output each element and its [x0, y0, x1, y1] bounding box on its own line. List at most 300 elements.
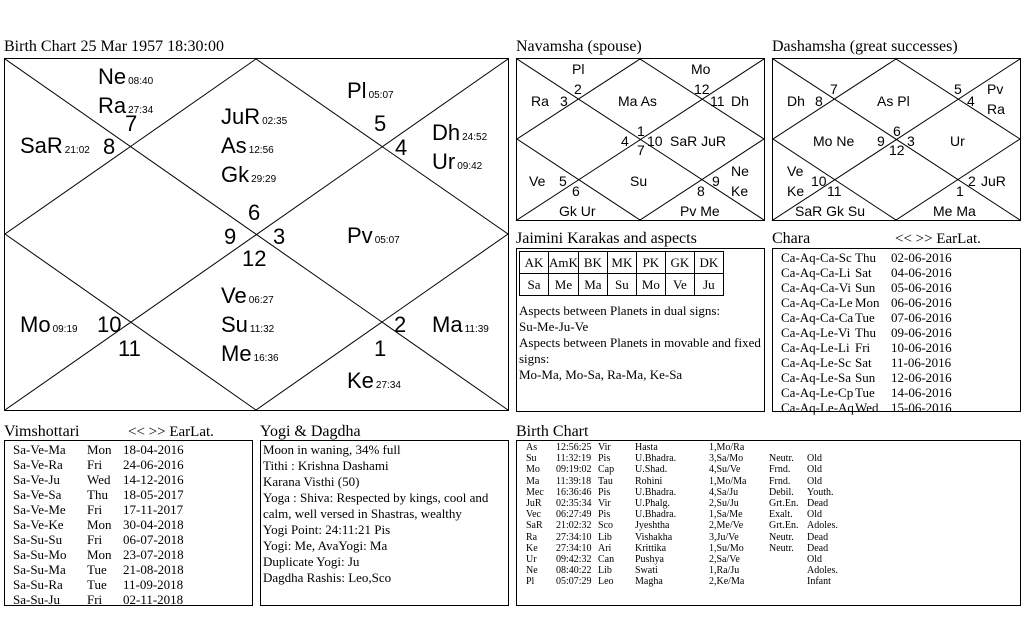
period-day: Sun: [855, 280, 876, 295]
cell-dignity: Grt.En.: [769, 497, 799, 509]
period-day: Fri: [87, 457, 103, 472]
chara-row[interactable]: [781, 340, 952, 355]
nav-label: 4: [621, 133, 629, 149]
das-label: Mo Ne: [813, 133, 855, 149]
nav-label: 2: [574, 81, 582, 97]
chara-row[interactable]: [781, 385, 952, 400]
dashamsha-lines: [773, 59, 1022, 222]
das-label: 10: [811, 173, 827, 189]
period-date: 18-04-2016: [123, 442, 184, 457]
chara-row[interactable]: [781, 265, 952, 280]
navamsha-title: Navamsha (spouse): [516, 38, 642, 55]
period-name: Ca-Aq-Le-Sa: [781, 370, 852, 385]
nav-label: 11: [710, 93, 725, 109]
cell-dignity: Frnd.: [769, 464, 791, 476]
yogi-point: Yogi Point: 24:11:21 Pis: [263, 522, 391, 537]
karaka-value: Me: [549, 274, 579, 296]
cell-longitude: 27:34:10: [556, 531, 592, 543]
period-name: Ca-Aq-Le-Cp: [781, 385, 854, 400]
vimshottari-nav: [128, 424, 214, 441]
das-label: 6: [893, 123, 901, 139]
birth-table-row: [526, 576, 847, 587]
nav-label: Pl: [572, 61, 585, 77]
house-number: 8: [103, 134, 116, 159]
birth-table-row: [526, 498, 847, 509]
period-name: Sa-Ve-Ju: [13, 472, 60, 487]
nav-label: 1: [637, 123, 645, 139]
chara-panel: [772, 248, 1021, 415]
period-date: 14-06-2016: [891, 385, 952, 400]
period-name: Sa-Su-Mo: [13, 547, 67, 562]
cell-longitude: 11:32:19: [556, 453, 592, 465]
chara-row[interactable]: [781, 400, 952, 415]
cell-longitude: 12:56:25: [556, 442, 592, 453]
karaka-header: GK: [665, 252, 694, 274]
cell-sign: Leo: [598, 576, 614, 588]
period-date: 02-06-2016: [891, 250, 952, 265]
karaka-value: Su: [607, 274, 636, 296]
cell-pada-lord: 2,Me/Ve: [709, 520, 744, 532]
house-number: 10: [97, 312, 122, 337]
period-day: Tue: [87, 562, 107, 577]
planet-ne: Ne 08:40: [98, 64, 154, 89]
period-name: Ca-Aq-Ca-Li: [781, 265, 851, 280]
das-label: Pv: [987, 81, 1004, 97]
cell-sign: Ari: [598, 542, 612, 554]
period-date: 02-11-2018: [123, 592, 184, 607]
period-day: Wed: [855, 400, 879, 415]
period-day: Tue: [855, 310, 875, 325]
period-name: Sa-Su-Ra: [13, 577, 63, 592]
karaka-header: MK: [607, 252, 636, 274]
chara-row[interactable]: [781, 370, 952, 385]
nav-label: 12: [694, 81, 710, 97]
nav-label: Ke: [731, 183, 749, 199]
planet-jur: JuR 02:35: [221, 104, 288, 129]
period-day: Sun: [855, 370, 876, 385]
cell-pada-lord: 2,Sa/Ve: [709, 553, 740, 565]
yogi-yoga: Yoga : Shiva: Respected by kings, cool and calm, well versed in Shastras, wealthy: [263, 490, 489, 521]
birth-chart-title: Birth Chart 25 Mar 1957 18:30:00: [4, 38, 224, 55]
house-number: 12: [242, 246, 267, 271]
dashamsha-title: Dashamsha (great successes): [772, 38, 958, 55]
cell-longitude: 02:35:34: [556, 497, 592, 509]
cell-dignity: Grt.En.: [769, 520, 799, 532]
period-name: Sa-Su-Ma: [13, 562, 66, 577]
vimshottari-row[interactable]: [13, 442, 184, 457]
cell-pada-lord: 2,Su/Ju: [709, 497, 739, 509]
das-label: Ke: [787, 183, 805, 199]
cell-nakshatra: Magha: [635, 576, 663, 588]
period-date: 04-06-2016: [891, 265, 952, 280]
cell-planet: Mec: [526, 486, 544, 498]
yogi-tithi: Tithi : Krishna Dashami: [263, 458, 389, 473]
cell-sign: Sco: [598, 520, 613, 532]
cell-avastha: Old: [807, 464, 822, 476]
aspects-movable-title: Aspects between Planets in movable and fixed signs:: [519, 335, 761, 366]
cell-nakshatra: Rohini: [635, 475, 663, 487]
karaka-header: BK: [578, 252, 607, 274]
cell-pada-lord: 3,Ju/Ve: [709, 531, 739, 543]
vimshottari-row[interactable]: [13, 577, 184, 592]
karaka-value: Ma: [578, 274, 607, 296]
house-number: 4: [395, 135, 408, 160]
cell-avastha: Old: [807, 453, 822, 465]
chara-row[interactable]: [781, 355, 952, 370]
cell-dignity: Debil.: [769, 486, 794, 498]
yogi-dagdha: Dagdha Rashis: Leo,Sco: [263, 570, 392, 585]
cell-sign: Cap: [598, 464, 615, 476]
period-day: Mon: [87, 547, 112, 562]
birth-table-row: [526, 554, 847, 565]
das-label: 5: [954, 81, 962, 97]
planet-ve: Ve 06:27: [221, 283, 274, 308]
nav-label: 10: [647, 133, 663, 149]
house-number: 11: [118, 336, 141, 361]
cell-planet: Pl: [526, 576, 535, 588]
house-number: 9: [224, 224, 237, 249]
cell-avastha: Infant: [807, 576, 831, 588]
cell-dignity: Neutr.: [769, 531, 794, 543]
period-day: Sat: [855, 265, 872, 280]
cell-planet: Ke: [526, 542, 538, 554]
vimshottari-row[interactable]: [13, 547, 184, 562]
jaimini-panel: [516, 248, 765, 412]
cell-nakshatra: U.Phalg.: [635, 497, 670, 509]
chara-next-button[interactable]: >>: [915, 231, 933, 247]
vimshottari-title: Vimshottari: [4, 423, 80, 440]
chara-nav-label: EarLat.: [936, 231, 981, 247]
period-date: 06-06-2016: [891, 295, 952, 310]
vimshottari-row[interactable]: [13, 562, 184, 577]
nav-label: 7: [637, 142, 645, 158]
aspects-dual: Su-Me-Ju-Ve: [519, 319, 589, 334]
nav-label: Dh: [731, 93, 749, 109]
cell-avastha: Old: [807, 475, 822, 487]
house-number: 1: [374, 336, 387, 361]
period-day: Sat: [855, 355, 872, 370]
cell-sign: Lib: [598, 565, 612, 577]
cell-sign: Tau: [598, 475, 613, 487]
planet-ra: Ra 27:34: [98, 93, 154, 118]
birth-table-row: [526, 565, 847, 576]
vimshottari-row[interactable]: [13, 457, 184, 472]
cell-planet: Ne: [526, 565, 538, 577]
karakas-table: [519, 251, 724, 296]
das-label: 9: [877, 133, 885, 149]
period-date: 30-04-2018: [123, 517, 184, 532]
planet-gk: Gk 29:29: [221, 162, 277, 187]
nav-label: 5: [559, 173, 567, 189]
house-number: 2: [394, 312, 407, 337]
cell-avastha: Dead: [807, 497, 829, 509]
das-label: 3: [907, 133, 915, 149]
period-day: Mon: [87, 442, 112, 457]
cell-avastha: Old: [807, 509, 822, 521]
cell-longitude: 09:42:32: [556, 553, 592, 565]
period-name: Sa-Ve-Me: [13, 502, 66, 517]
das-label: 1: [956, 183, 964, 199]
cell-sign: Vir: [598, 442, 611, 453]
birth-table-title: Birth Chart: [516, 423, 589, 440]
birth-table-row: [526, 532, 847, 543]
cell-longitude: 09:19:02: [556, 464, 592, 476]
navamsha-lines: [517, 59, 766, 222]
period-name: Sa-Ve-Sa: [13, 487, 62, 502]
birth-table: [526, 442, 847, 587]
nav-label: Pv Me: [680, 203, 720, 219]
cell-pada-lord: 1,Sa/Me: [709, 509, 743, 521]
cell-sign: Can: [598, 553, 615, 565]
vimshottari-row[interactable]: [13, 502, 184, 517]
cell-nakshatra: Swati: [635, 565, 658, 577]
nav-label: Ra: [531, 93, 549, 109]
planet-ma: Ma 11:39: [432, 312, 489, 337]
period-name: Ca-Aq-Le-Sc: [781, 355, 852, 370]
period-name: Ca-Aq-Ca-Ca: [781, 310, 854, 325]
vimshottari-row[interactable]: [13, 532, 184, 547]
cell-nakshatra: Jyeshtha: [635, 520, 670, 532]
cell-planet: SaR: [526, 520, 543, 532]
das-label: JuR: [981, 173, 1006, 189]
birth-table-row: [526, 487, 847, 498]
cell-nakshatra: U.Shad.: [635, 464, 668, 476]
karaka-value: Mo: [636, 274, 665, 296]
karaka-value: Ju: [694, 274, 723, 296]
yogi-duplicate: Duplicate Yogi: Ju: [263, 554, 360, 569]
cell-nakshatra: Vishakha: [635, 531, 673, 543]
planet-sar: SaR 21:02: [20, 133, 90, 158]
period-day: Mon: [87, 517, 112, 532]
das-label: Ur: [950, 133, 965, 149]
birth-table-row: [526, 464, 847, 475]
cell-pada-lord: 3,Sa/Mo: [709, 453, 744, 465]
cell-nakshatra: U.Bhadra.: [635, 453, 677, 465]
cell-planet: Ma: [526, 475, 540, 487]
nav-label: 6: [572, 183, 580, 199]
das-label: 4: [967, 93, 975, 109]
planet-pv: Pv 05:07: [347, 223, 400, 248]
vimshottari-row[interactable]: [13, 517, 184, 532]
cell-planet: As: [526, 442, 538, 453]
period-date: 23-07-2018: [123, 547, 184, 562]
period-date: 15-06-2016: [891, 400, 952, 415]
nav-label: 3: [560, 93, 568, 109]
chara-prev-button[interactable]: <<: [895, 231, 912, 247]
chara-row[interactable]: [781, 280, 952, 295]
period-date: 05-06-2016: [891, 280, 952, 295]
period-day: Tue: [855, 385, 875, 400]
period-name: Sa-Ve-Ke: [13, 517, 64, 532]
cell-nakshatra: Pushya: [635, 553, 664, 565]
cell-avastha: Adoles.: [807, 520, 838, 532]
nav-label: Ve: [529, 173, 546, 189]
cell-pada-lord: 1,Su/Mo: [709, 542, 744, 554]
cell-planet: Mo: [526, 464, 540, 476]
cell-planet: Vec: [526, 509, 541, 521]
period-name: Ca-Aq-Ca-Sc: [781, 250, 852, 265]
cell-sign: Vir: [598, 497, 611, 509]
period-day: Fri: [87, 592, 103, 607]
yogi-panel: [260, 440, 509, 606]
period-day: Thu: [87, 487, 108, 502]
period-name: Sa-Ve-Ra: [13, 457, 63, 472]
house-number: 5: [374, 111, 387, 136]
period-date: 21-08-2018: [123, 562, 184, 577]
karaka-header: AK: [520, 252, 549, 274]
das-label: Ra: [987, 101, 1005, 117]
cell-avastha: Dead: [807, 531, 829, 543]
cell-pada-lord: 1,Mo/Ma: [709, 475, 747, 487]
period-day: Thu: [855, 325, 876, 340]
period-day: Fri: [855, 340, 871, 355]
das-label: Dh: [787, 93, 805, 109]
cell-longitude: 05:07:29: [556, 576, 592, 588]
planet-dh: Dh 24:52: [432, 120, 488, 145]
period-name: Ca-Aq-Ca-Le: [781, 295, 853, 310]
chara-row[interactable]: [781, 295, 952, 310]
birth-table-row: [526, 476, 847, 487]
period-day: Thu: [855, 250, 876, 265]
cell-pada-lord: 4,Sa/Ju: [709, 486, 739, 498]
cell-pada-lord: 1,Ra/Ju: [709, 565, 740, 577]
cell-nakshatra: Krittika: [635, 542, 667, 554]
chara-row[interactable]: [781, 310, 952, 325]
birth-table-row: [526, 509, 847, 520]
cell-longitude: 27:34:10: [556, 542, 592, 554]
birth-table-row: [526, 520, 847, 531]
period-date: 24-06-2016: [123, 457, 184, 472]
period-day: Fri: [87, 502, 103, 517]
birth-table-row: [526, 543, 847, 554]
aspects-movable: Mo-Ma, Mo-Sa, Ra-Ma, Ke-Sa: [519, 367, 683, 382]
cell-longitude: 08:40:22: [556, 565, 592, 577]
karaka-header: PK: [636, 252, 665, 274]
vimshottari-row[interactable]: [13, 487, 184, 502]
planet-su: Su 11:32: [221, 312, 275, 337]
planet-me: Me 16:36: [221, 341, 279, 366]
yogi-yogi: Yogi: Me, AvaYogi: Ma: [263, 538, 388, 553]
vimshottari-nav-label: EarLat.: [169, 424, 214, 440]
dashamsha-chart: [772, 58, 1021, 221]
cell-dignity: Exalt.: [769, 509, 793, 521]
period-day: Mon: [855, 295, 880, 310]
das-label: 7: [830, 81, 838, 97]
nav-label: SaR JuR: [670, 133, 727, 149]
yogi-text: [263, 442, 509, 586]
birth-chart-diagram: [4, 58, 509, 411]
cell-dignity: Frnd.: [769, 475, 791, 487]
cell-avastha: Youth.: [807, 486, 834, 498]
period-name: Ca-Aq-Le-Li: [781, 340, 850, 355]
navamsha-chart: [516, 58, 765, 221]
planet-as: As 12:56: [221, 133, 274, 158]
nav-label: Gk Ur: [559, 203, 596, 219]
das-label: SaR Gk Su: [795, 203, 866, 219]
chara-nav: [895, 231, 981, 248]
period-date: 07-06-2016: [891, 310, 952, 325]
cell-avastha: Old: [807, 553, 822, 565]
cell-pada-lord: 1,Mo/Ra: [709, 442, 745, 453]
cell-nakshatra: Hasta: [635, 442, 658, 453]
vimshottari-panel: [4, 440, 253, 606]
planet-ke: Ke 27:34: [347, 368, 401, 393]
period-date: 09-06-2016: [891, 325, 952, 340]
house-number: 3: [273, 224, 286, 249]
period-day: Wed: [87, 472, 111, 487]
period-date: 14-12-2016: [123, 472, 184, 487]
cell-planet: Ra: [526, 531, 538, 543]
das-label: Me Ma: [933, 203, 976, 219]
period-date: 12-06-2016: [891, 370, 952, 385]
das-label: 8: [815, 93, 823, 109]
house-number: 7: [125, 111, 138, 136]
nav-label: 9: [712, 173, 720, 189]
period-name: Ca-Aq-Le-Aq: [781, 400, 854, 415]
cell-sign: Pis: [598, 453, 611, 465]
period-name: Sa-Su-Ju: [13, 592, 60, 607]
cell-dignity: Neutr.: [769, 542, 794, 554]
planet-mo: Mo 09:19: [20, 312, 78, 337]
period-name: Sa-Ve-Ma: [13, 442, 66, 457]
chara-row[interactable]: [781, 250, 952, 265]
karaka-header: AmK: [549, 252, 579, 274]
vimshottari-row[interactable]: [13, 592, 184, 607]
cell-sign: Pis: [598, 486, 611, 498]
yogi-karana: Karana Visthi (50): [263, 474, 360, 489]
nav-label: Mo: [691, 61, 711, 77]
period-name: Ca-Aq-Le-Vi: [781, 325, 851, 340]
aspects-dual-title: Aspects between Planets in dual signs:: [519, 303, 721, 318]
period-date: 11-06-2016: [891, 355, 952, 370]
jaimini-title: Jaimini Karakas and aspects: [516, 230, 697, 247]
vimshottari-prev-button[interactable]: <<: [128, 424, 145, 440]
cell-nakshatra: U.Bhadra.: [635, 486, 677, 498]
period-name: Sa-Su-Su: [13, 532, 63, 547]
period-date: 11-09-2018: [123, 577, 184, 592]
yogi-title: Yogi & Dagdha: [260, 423, 361, 440]
period-date: 17-11-2017: [123, 502, 184, 517]
cell-avastha: Dead: [807, 542, 829, 554]
chara-list: [781, 250, 952, 415]
cell-longitude: 06:27:49: [556, 509, 592, 521]
cell-sign: Lib: [598, 531, 612, 543]
vimshottari-row[interactable]: [13, 472, 184, 487]
das-label: As Pl: [877, 93, 910, 109]
karaka-value: Ve: [665, 274, 694, 296]
birth-table-panel: [516, 440, 1021, 606]
birth-table-row: [526, 442, 847, 453]
chara-row[interactable]: [781, 325, 952, 340]
vimshottari-next-button[interactable]: >>: [148, 424, 166, 440]
aspects-text: [519, 303, 763, 383]
cell-longitude: 11:39:18: [556, 475, 592, 487]
karaka-value: Sa: [520, 274, 549, 296]
period-name: Ca-Aq-Ca-Vi: [781, 280, 851, 295]
das-label: 12: [889, 142, 905, 158]
cell-dignity: Neutr.: [769, 453, 794, 465]
planet-ur: Ur 09:42: [432, 149, 483, 174]
das-label: Ve: [787, 163, 804, 179]
house-number: 6: [248, 200, 261, 225]
cell-planet: Ur: [526, 553, 537, 565]
cell-planet: JuR: [526, 497, 542, 509]
cell-longitude: 16:36:46: [556, 486, 592, 498]
cell-sign: Pis: [598, 509, 611, 521]
period-date: 18-05-2017: [123, 487, 184, 502]
birth-table-row: [526, 453, 847, 464]
karaka-header: DK: [694, 252, 723, 274]
